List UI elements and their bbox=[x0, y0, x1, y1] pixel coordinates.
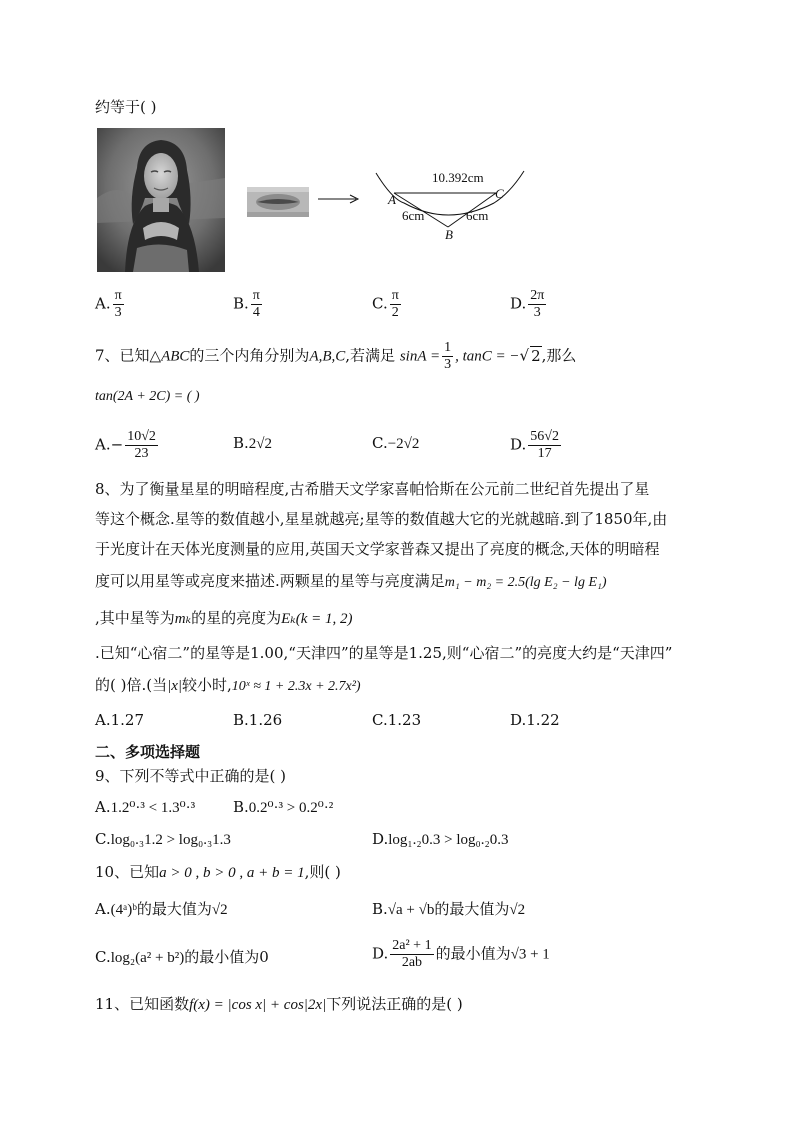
q7-option-a[interactable]: A.− $\frac{10√2}{23}$ bbox=[95, 429, 156, 461]
section-heading: 二、多项选择题 bbox=[95, 743, 201, 761]
q9-option-a[interactable]: A.1.2⁰·³ < 1.3⁰·³ bbox=[95, 798, 196, 816]
q8-line-6: .已知“心宿二”的星等是1.00,“天津四”的星等是1.25,则“心宿二”的亮度大约是“天津四” bbox=[95, 644, 673, 662]
q8-line-5: ,其中星等为mₖ的星的亮度为Eₖ(k = 1, 2) bbox=[95, 609, 353, 627]
q7-expression: tan(2A + 2C) = ( ) bbox=[95, 389, 200, 404]
q9-option-b[interactable]: B.0.2⁰·³ > 0.2⁰·² bbox=[233, 798, 334, 816]
arrow-right-icon bbox=[318, 192, 360, 206]
q10-option-b[interactable]: B.√a + √b的最大值为√2 bbox=[372, 900, 526, 918]
q8-option-b[interactable]: B.1.26 bbox=[233, 711, 283, 729]
q6-option-c[interactable]: C. $\frac{\pi}{2}$ bbox=[372, 288, 399, 320]
q9-stem: 9、下列不等式中正确的是( ) bbox=[95, 767, 287, 785]
point-b-label: B bbox=[445, 227, 453, 242]
q8-option-d[interactable]: D.1.22 bbox=[510, 711, 560, 729]
q8-line-7: 的( )倍.(当|x|较小时,10ˣ ≈ 1 + 2.3x + 2.7x²) bbox=[95, 676, 361, 694]
q8-line-1: 8、为了衡量星星的明暗程度,古希腊天文学家喜帕恰斯在公元前二世纪首先提出了星 bbox=[95, 480, 650, 498]
q7-option-b[interactable]: B.2√2 bbox=[233, 434, 273, 452]
q8-line-4: 度可以用星等或亮度来描述.两颗星的星等与亮度满足m₁ − m₂ = 2.5(lg E₂ − lg E₁) bbox=[95, 572, 607, 590]
q9-option-d[interactable]: D.log₁.₂0.3 > log₀.₂0.3 bbox=[372, 830, 509, 848]
q10-option-d[interactable]: D. $\frac{\text{2a² + 1}}{2ab}$ 的最小值为√3 + 1 bbox=[372, 938, 550, 970]
chord-label: 10.392cm bbox=[432, 170, 484, 185]
q6-option-d[interactable]: D. $\frac{2\pi}{3}$ bbox=[510, 288, 545, 320]
q11-stem: 11、已知函数f(x) = |cos x| + cos|2x|下列说法正确的是( ) bbox=[95, 995, 463, 1013]
q10-stem: 10、已知a > 0 , b > 0 , a + b = 1,则( ) bbox=[95, 863, 341, 881]
q7-option-c[interactable]: C.−2√2 bbox=[372, 434, 420, 452]
mona-lisa-image bbox=[97, 128, 225, 272]
q6-option-b[interactable]: B. $\frac{\pi}{4}$ bbox=[233, 288, 260, 320]
side-right-label: 6cm bbox=[466, 208, 489, 223]
q6-option-a[interactable]: A. $\frac{\pi}{3}$ bbox=[95, 288, 122, 320]
q10-option-a[interactable]: A.(4ᵃ)ᵇ的最大值为√2 bbox=[95, 900, 228, 918]
lips-image bbox=[247, 187, 309, 217]
point-c-label: C bbox=[495, 186, 504, 201]
q6-continuation: 约等于( ) bbox=[95, 98, 157, 116]
q8-option-a[interactable]: A.1.27 bbox=[95, 711, 144, 729]
q7-stem: 7、已知△ABC的三个内角分别为A,B,C,若满足 sinA = $\frac{1}{3}$ , tanC = −√ 2,那么 bbox=[95, 340, 577, 372]
q8-option-c[interactable]: C.1.23 bbox=[372, 711, 422, 729]
point-a-label: A bbox=[388, 192, 396, 207]
side-left-label: 6cm bbox=[402, 208, 425, 223]
q8-line-3: 于光度计在天体光度测量的应用,英国天文学家普森又提出了亮度的概念,天体的明暗程 bbox=[95, 540, 660, 558]
q8-line-2: 等这个概念.星等的数值越小,星星就越亮;星等的数值越大它的光就越暗.到了1850年,由 bbox=[95, 510, 668, 528]
q9-option-c[interactable]: C.log₀.₃1.2 > log₀.₃1.3 bbox=[95, 830, 231, 848]
q10-option-c[interactable]: C.log₂(a² + b²)的最小值为0 bbox=[95, 948, 269, 966]
q7-option-d[interactable]: D. $\frac{56√2}{17}$ bbox=[510, 429, 559, 461]
